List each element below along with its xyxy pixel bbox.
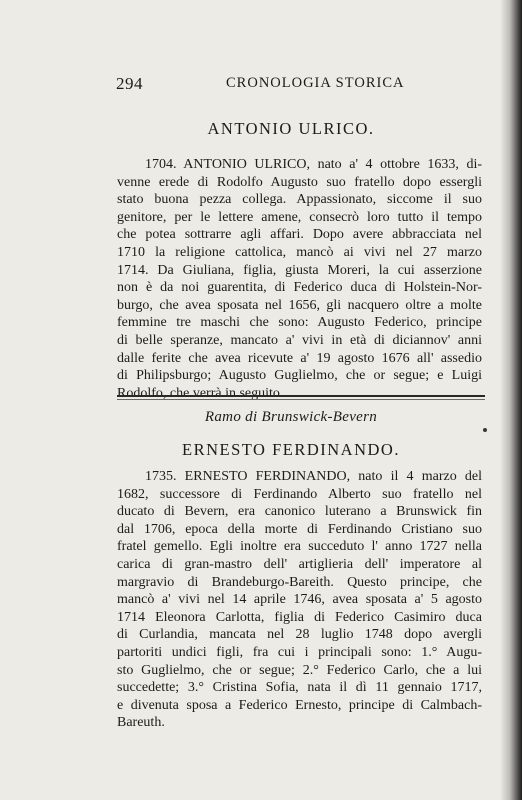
section-divider-thin — [117, 399, 485, 400]
text-line: 1714 Eleonora Carlotta, figlia di Federico Casimiro duca — [117, 609, 482, 625]
text-line: fratel gemello. Egli inoltre era succeduto l' anno 1727 nella — [117, 539, 482, 555]
text-line: sto Guglielmo, che or segue; 2.° Federico Carlo, che a lui — [117, 662, 482, 678]
text-line: mancò a' vivi nel 14 aprile 1746, avea sposata a' 5 agosto — [117, 592, 482, 608]
text-line: ducato di Bevern, era canonico luterano a Brunswick fin — [117, 504, 482, 520]
text-line: di Curlandia, mancata nel 28 luglio 1748 dopo avergli — [117, 627, 482, 643]
text-line: venne erede di Rodolfo Augusto suo fratello dopo essergli — [117, 174, 482, 190]
text-line: di belle speranze, mancato a' vivi in età di diciannov' anni — [117, 332, 482, 348]
text-line: Bareuth. — [117, 715, 165, 731]
text-line: femmine tre maschi che sono: Augusto Federico, principe — [117, 315, 482, 331]
text-line: 1714. Da Giuliana, figlia, giusta Moreri, la cui asserzione — [117, 262, 482, 278]
section-title-antonio-ulrico: ANTONIO ULRICO. — [207, 119, 375, 138]
text-line: 1710 la religione cattolica, mancò ai vivi nel 27 marzo — [117, 244, 482, 260]
text-line: 1682, successore di Ferdinando Alberto suo fratello nel — [117, 486, 482, 502]
text-line: che potea sottrarre agli affari. Dopo avere abbracciata nel — [117, 227, 482, 243]
page-number: 294 — [116, 74, 143, 93]
text-line: 1704. ANTONIO ULRICO, nato a' 4 ottobre 1633, di- — [145, 157, 482, 172]
text-line: 1735. ERNESTO FERDINANDO, nato il 4 marzo del — [145, 469, 482, 484]
text-line: succedette; 3.° Cristina Sofia, nata il dì 11 gennaio 1717, — [117, 680, 482, 696]
print-speck — [483, 428, 487, 432]
text-line: di Philipsburgo; Augusto Guglielmo, che or segue; e Luigi — [117, 368, 482, 384]
text-line: stato buona pezza collega. Appassionato, siccome il suo — [117, 192, 482, 208]
text-line: burgo, che avea sposata nel 1656, gli nacquero oltre a molte — [117, 297, 482, 313]
text-line: Rodolfo, che verrà in seguito. — [117, 385, 284, 401]
running-head: CRONOLOGIA STORICA — [226, 75, 405, 91]
section-body-ernesto-ferdinando — [117, 468, 482, 732]
text-line: genitore, per le lettere amene, consecrò loro tutto il tempo — [117, 209, 482, 225]
section-body-antonio-ulrico — [117, 156, 482, 402]
text-line: margravio di Brandeburgo-Bareith. Questo principe, che — [117, 574, 482, 590]
text-line: partoriti undici figli, fra cui i principali sono: 1.° Augu- — [117, 644, 482, 660]
section-title-ernesto-ferdinando: ERNESTO FERDINANDO. — [182, 440, 400, 459]
page-header — [0, 74, 522, 96]
text-line: carica di gran-mastro dell' artiglieria dell' imperatore al — [117, 556, 482, 572]
text-line: e divenuta sposa a Federico Ernesto, principe di Calmbach- — [117, 697, 482, 713]
section-subtitle-ramo: Ramo di Brunswick-Bevern — [204, 409, 378, 425]
text-line: dalle ferite che avea ricevute a' 19 agosto 1676 all' assedio — [117, 350, 482, 366]
text-line: non è da noi guarentita, di Federico duca di Holstein-Nor- — [117, 280, 482, 296]
text-line: dal 1706, epoca della morte di Ferdinando Cristiano suo — [117, 521, 482, 537]
section-divider — [117, 395, 485, 397]
